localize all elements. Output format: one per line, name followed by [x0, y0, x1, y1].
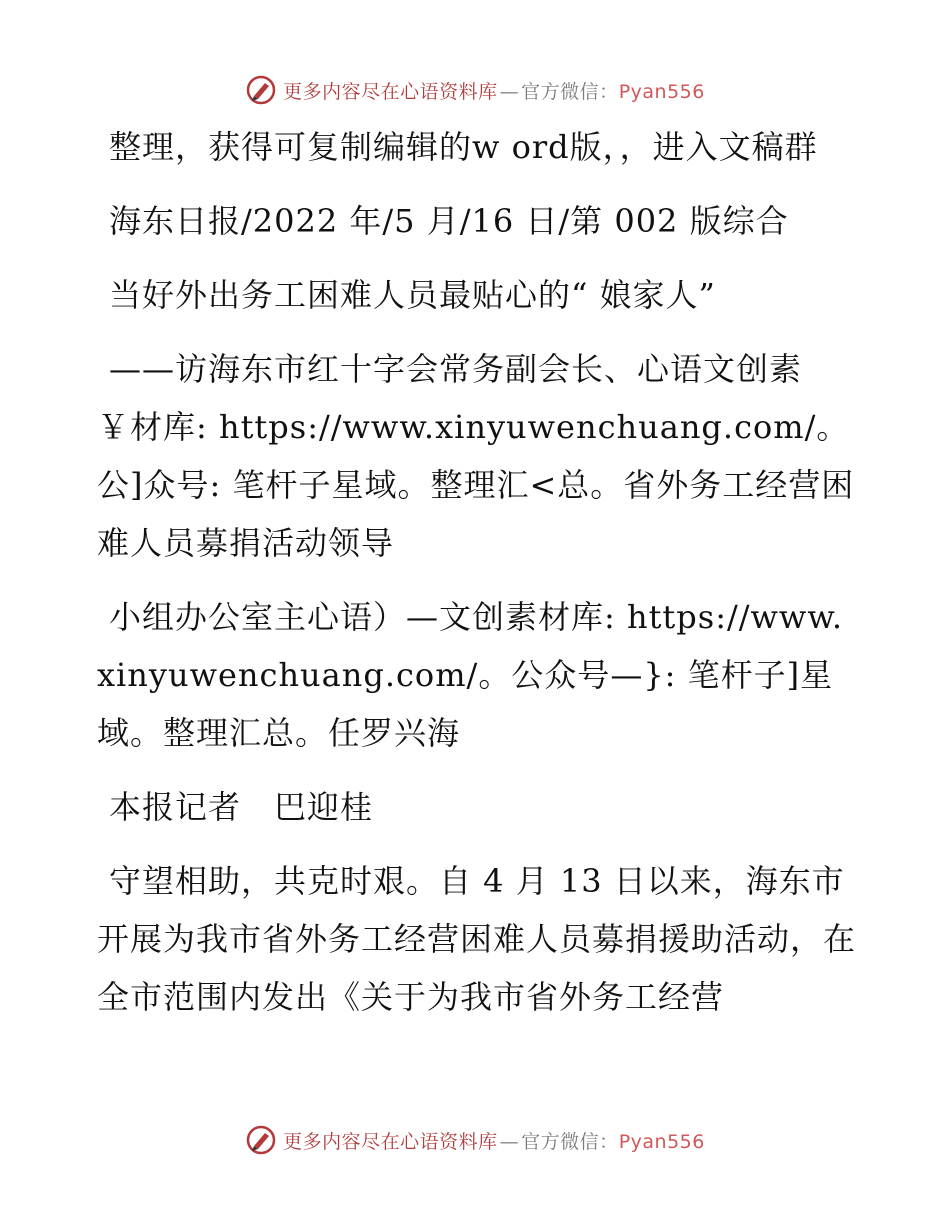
header-watermark-banner	[0, 70, 950, 110]
document-body	[97, 118, 857, 1042]
paragraph-subtitle-part2: 小组办公室主心语）—文创素材库: https://www.xinyuwenchuang.com/。公众号—}: 笔杆子]星域。整理汇总。任罗兴海	[97, 598, 844, 752]
watermark-wechat-id-footer: Pyan556	[618, 1130, 705, 1153]
paragraph-body-start: 守望相助，共克时艰。自 4 月 13 日以来，海东市开展为我市省外务工经营困难人员募捐援助活动，在全市范围内发出《关于为我市省外务工经营	[97, 862, 857, 1016]
paragraph-subtitle-part1: ——访海东市红十字会常务副会长、心语文创素￥材库: https://www.xinyuwenchuang.com/。公]众号: 笔杆子星域。整理汇<总。省外务工经营困难人员募捐活动领导	[97, 350, 855, 562]
watermark-main-text-footer: 更多内容尽在心语资料库	[283, 1130, 498, 1153]
watermark-main-text: 更多内容尽在心语资料库	[283, 80, 498, 103]
watermark-text-footer	[283, 1127, 705, 1154]
watermark-wechat-label-footer: 官方微信：	[521, 1130, 619, 1153]
paragraph-intro-note: 整理，获得可复制编辑的w ord版，，进入文稿群	[109, 128, 818, 166]
watermark-wechat-id: Pyan556	[618, 80, 705, 103]
pen-circle-logo-icon-footer	[245, 1124, 277, 1156]
pen-circle-logo-icon	[245, 74, 277, 106]
footer-watermark-banner	[0, 1120, 950, 1160]
watermark-separator-footer: —	[499, 1130, 520, 1153]
paragraph-article-title: 当好外出务工困难人员最贴心的“ 娘家人”	[109, 276, 716, 314]
watermark-separator: —	[499, 80, 520, 103]
paragraph-source-line: 海东日报/2022 年/5 月/16 日/第 002 版综合	[109, 202, 789, 240]
paragraph-reporter: 本报记者 巴迎桂	[109, 788, 374, 826]
watermark-text	[283, 77, 705, 104]
watermark-group	[245, 74, 705, 106]
watermark-wechat-label: 官方微信：	[521, 80, 619, 103]
watermark-group-footer	[245, 1124, 705, 1156]
